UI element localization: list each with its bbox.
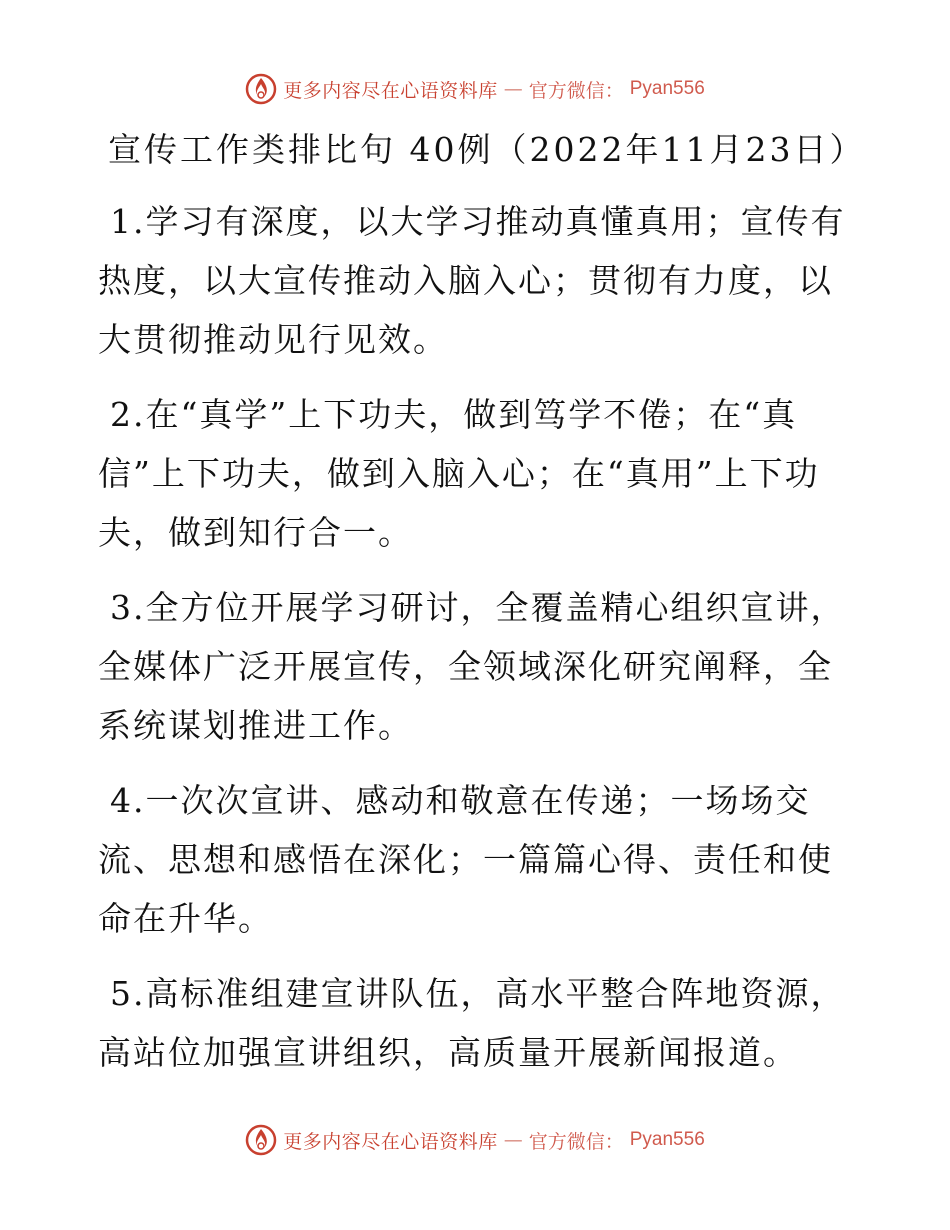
watermark-wechat-label: 官方微信： [528, 1130, 624, 1153]
watermark-wechat-id: Pyan556 [629, 1129, 705, 1150]
watermark-text: 更多内容尽在心语资料库 [283, 1130, 498, 1153]
flame-logo-icon [245, 73, 277, 105]
paragraph-4: 4.一次次宣讲、感动和敬意在传递；一场场交流、思想和感悟在深化；一篇篇心得、责任和使命在升华。 [98, 781, 833, 938]
document-body [98, 192, 858, 1098]
watermark-separator: — [503, 1129, 523, 1151]
paragraph-2: 2.在“真学”上下功夫，做到笃学不倦；在“真信”上下功夫，做到入脑入心；在“真用”上下功夫，做到知行合一。 [98, 395, 820, 552]
document-title: 宣传工作类排比句 40例（2022年11月23日） [108, 130, 866, 169]
watermark-wechat-id: Pyan556 [629, 78, 705, 99]
header-watermark [0, 73, 950, 105]
watermark-wechat-label: 官方微信： [528, 79, 624, 102]
footer-watermark [0, 1124, 950, 1156]
paragraph-3: 3.全方位开展学习研讨，全覆盖精心组织宣讲，全媒体广泛开展宣传，全领域深化研究阐释，全系统谋划推进工作。 [98, 588, 846, 745]
paragraph-1: 1.学习有深度，以大学习推动真懂真用；宣传有热度，以大宣传推动入脑入心；贯彻有力度，以大贯彻推动见行见效。 [98, 202, 846, 359]
flame-logo-icon [245, 1124, 277, 1156]
watermark-separator: — [503, 78, 523, 100]
paragraph-5: 5.高标准组建宣讲队伍，高水平整合阵地资源，高站位加强宣讲组织，高质量开展新闻报道。 [98, 974, 846, 1072]
watermark-text: 更多内容尽在心语资料库 [283, 79, 498, 102]
